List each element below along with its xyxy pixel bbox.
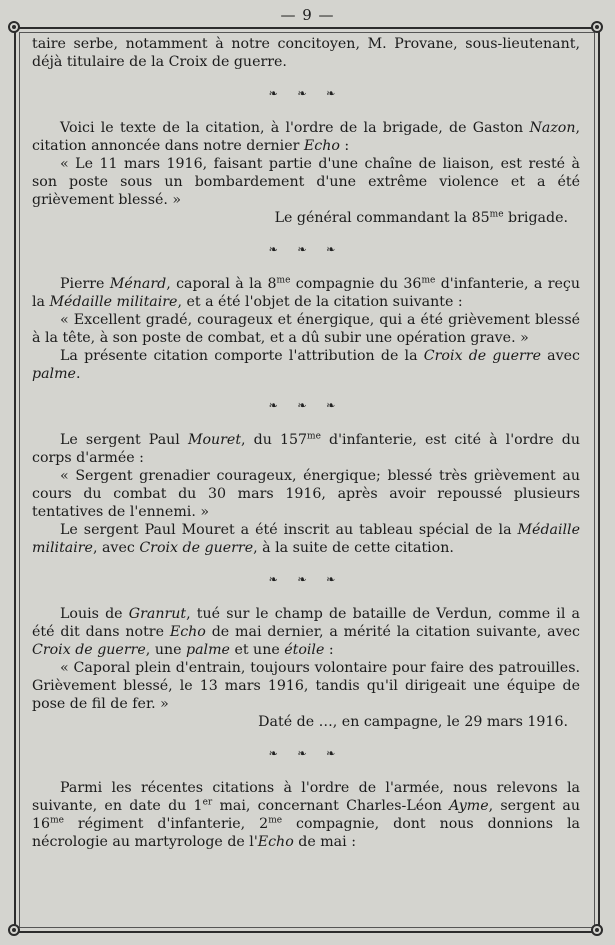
citation-quote: « Le 11 mars 1916, faisant partie d'une chaîne de liaison, est resté à son poste sous un bombardement d'une extrême violence et a été grièvement blessé. » <box>32 156 580 208</box>
citation-quote: « Excellent gradé, courageux et énergique, qui a été grièvement blessé à la tête, à son poste de combat, et a dû subir une opération grave. » <box>32 312 580 346</box>
ornament-divider: ❧ ❧ ❧ <box>268 573 344 586</box>
corner-ornament-icon <box>8 924 20 936</box>
ornament-divider: ❧ ❧ ❧ <box>268 243 344 256</box>
publication-name: Echo <box>303 138 340 154</box>
citation-quote: « Caporal plein d'entrain, toujours volontaire pour faire des patrouilles. Grièvement blessé, le 13 mars 1916, tandis qu'il dirigeait une équipe de pose de fil de fer. » <box>32 660 580 712</box>
paragraph-attribution: La présente citation comporte l'attribution de la Croix de guerre avec palme. <box>32 348 580 382</box>
ornament-divider: ❧ ❧ ❧ <box>268 747 344 760</box>
citation-signature: Daté de …, en campagne, le 29 mars 1916. <box>258 714 568 730</box>
person-name: Mouret <box>187 432 242 448</box>
person-name: Granrut <box>128 606 187 622</box>
person-name: Nazon <box>529 120 576 136</box>
person-name: Ayme <box>449 798 489 814</box>
article-body <box>32 35 580 851</box>
paragraph-mouret: Le sergent Paul Mouret, du $157^{me}$ d'infanterie, est cité à l'ordre du corps d'armée : <box>32 431 580 466</box>
person-name: Ménard <box>109 276 167 292</box>
paragraph-provane: taire serbe, notamment à notre concitoyen, M. Provane, sous-lieutenant, déjà titulaire de la Croix de guerre. <box>32 36 580 70</box>
paragraph-mouret-medal: Le sergent Paul Mouret a été inscrit au tableau spécial de la Médaille militaire, avec Croix de guerre, à la suite de cette citation. <box>32 522 580 556</box>
citation-quote: « Sergent grenadier courageux, énergique; blessé très grièvement au cours du combat du 30 mars 1916, après avoir repoussé plusieurs tentatives de l'ennemi. » <box>32 468 580 520</box>
paragraph-ayme: Parmi les récentes citations à l'ordre de l'armée, nous relevons la suivante, en date du 1er mai, concernant Charles-Léon Ayme, sergent au $16^{me}$ régiment d'infanterie, $2^{me}$ compagnie, dont nous donnions la nécrologie au martyrologe de l'Echo de mai : <box>32 780 580 850</box>
citation-signature: Le général commandant la $85^{me}$ brigade. <box>274 209 568 226</box>
corner-ornament-icon <box>591 21 603 33</box>
publication-name: Echo <box>169 624 206 640</box>
publication-name: Echo <box>257 834 294 850</box>
corner-ornament-icon <box>591 924 603 936</box>
paragraph-menard: Pierre Ménard, caporal à la $8^{me}$ compagnie du $36^{me}$ d'infanterie, a reçu la Médaille militaire, et a été l'objet de la citation suivante : <box>32 275 581 310</box>
paragraph-nazon: Voici le texte de la citation, à l'ordre de la brigade, de Gaston Nazon, citation annoncée dans notre dernier Echo : <box>32 120 580 154</box>
ornament-divider: ❧ ❧ ❧ <box>268 399 344 412</box>
corner-ornament-icon <box>8 21 20 33</box>
ornament-divider: ❧ ❧ ❧ <box>268 87 344 100</box>
page-number: — 9 — <box>280 6 335 24</box>
paragraph-granrut: Louis de Granrut, tué sur le champ de bataille de Verdun, comme il a été dit dans notre Echo de mai dernier, a mérité la citation suivante, avec Croix de guerre, une palme et une étoile : <box>32 606 580 658</box>
